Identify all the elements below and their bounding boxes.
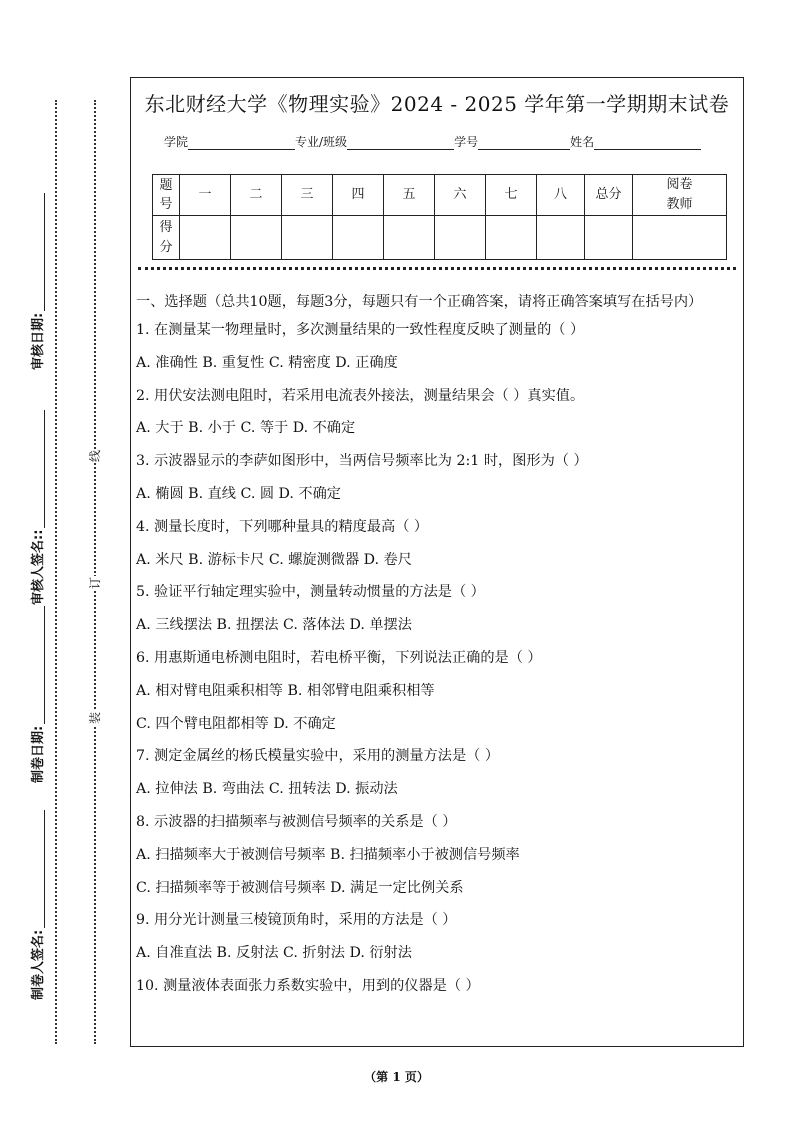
name-field[interactable] xyxy=(594,135,701,150)
grader-header: 阅卷教师 xyxy=(633,175,727,216)
option-line: A. 椭圆 B. 直线 C. 圆 D. 不确定 xyxy=(136,485,341,502)
major-class-field[interactable] xyxy=(347,135,454,150)
grader-cell[interactable] xyxy=(633,216,727,260)
score-cell[interactable] xyxy=(435,216,486,260)
option-line: A. 相对臂电阻乘积相等 B. 相邻臂电阻乘积相等 xyxy=(136,682,435,699)
option-line: A. 自准直法 B. 反射法 C. 折射法 D. 衍射法 xyxy=(136,945,412,962)
question-section xyxy=(136,291,740,1008)
score-row-header: 得分 xyxy=(153,216,180,260)
option-line: A. 扫描频率大于被测信号频率 B. 扫描频率小于被测信号频率 xyxy=(136,846,520,863)
question-number-header: 题号 xyxy=(153,175,180,216)
column-header: 五 xyxy=(384,175,435,216)
score-cell[interactable] xyxy=(180,216,231,260)
option-line: A. 拉伸法 B. 弯曲法 C. 扭转法 D. 振动法 xyxy=(136,781,398,798)
question-line: 9. 用分光计测量三棱镜顶角时，采用的方法是（ ） xyxy=(136,912,457,929)
binding-dotted-line-outer xyxy=(55,100,57,1044)
student-info-row xyxy=(164,133,724,150)
column-header: 四 xyxy=(333,175,384,216)
student-id-label: 学号 xyxy=(454,135,479,149)
column-header: 六 xyxy=(435,175,486,216)
option-line: C. 扫描频率等于被测信号频率 D. 满足一定比例关系 xyxy=(136,879,464,896)
name-label: 姓名 xyxy=(570,135,595,149)
binding-dotted-line-inner xyxy=(94,100,96,1044)
question-line: 4. 测量长度时，下列哪种量具的精度最高（ ） xyxy=(136,518,429,535)
option-line: A. 三线摆法 B. 扭摆法 C. 落体法 D. 单摆法 xyxy=(136,617,412,634)
option-line: A. 米尺 B. 游标卡尺 C. 螺旋测微器 D. 卷尺 xyxy=(136,551,412,568)
score-cell[interactable] xyxy=(486,216,537,260)
cut-mark-line: 线 xyxy=(88,450,102,463)
college-label: 学院 xyxy=(164,135,189,149)
binding-margin xyxy=(0,0,125,1122)
score-cell[interactable] xyxy=(384,216,435,260)
question-line: 1. 在测量某一物理量时，多次测量结果的一致性程度反映了测量的（ ） xyxy=(136,322,585,338)
major-class-label: 专业/班级 xyxy=(295,135,348,149)
question-line: 6. 用惠斯通电桥测电阻时，若电桥平衡，下列说法正确的是（ ） xyxy=(136,649,542,666)
question-line: 7. 测定金属丝的杨氏模量实验中，采用的测量方法是（ ） xyxy=(136,748,500,765)
review-date-label: 审核日期: xyxy=(30,190,48,370)
column-header: 二 xyxy=(231,175,282,216)
score-table xyxy=(152,174,727,260)
student-id-field[interactable] xyxy=(478,135,570,150)
cut-mark-bind: 订 xyxy=(88,577,102,590)
question-line: 2. 用伏安法测电阻时，若采用电流表外接法，测量结果会（ ）真实值。 xyxy=(136,387,585,404)
reviewer-signature-label: 审核人签名:: xyxy=(30,425,48,605)
column-header: 七 xyxy=(486,175,537,216)
score-cell[interactable] xyxy=(231,216,282,260)
dotted-separator xyxy=(138,267,736,270)
cut-mark-fix: 装 xyxy=(88,712,102,725)
exam-title: 东北财经大学《物理实验》2024 - 2025 学年第一学期期末试卷 xyxy=(144,92,730,116)
paper-maker-signature-label: 制卷人签名: xyxy=(30,820,48,1000)
column-header: 八 xyxy=(537,175,585,216)
section-heading: 一、选择题（总共10题，每题3分，每题只有一个正确答案，请将正确答案填写在括号内） xyxy=(136,294,703,310)
column-header: 一 xyxy=(180,175,231,216)
question-line: 5. 验证平行轴定理实验中，测量转动惯量的方法是（ ） xyxy=(136,584,485,601)
question-line: 8. 示波器的扫描频率与被测信号频率的关系是（ ） xyxy=(136,813,457,830)
question-line: 10. 测量液体表面张力系数实验中，用到的仪器是（ ） xyxy=(136,977,480,994)
page-number: （第 1 页） xyxy=(364,1070,429,1084)
exam-frame xyxy=(130,77,744,1047)
column-header: 三 xyxy=(282,175,333,216)
score-cell[interactable] xyxy=(537,216,585,260)
score-cell[interactable] xyxy=(282,216,333,260)
college-field[interactable] xyxy=(188,135,295,150)
paper-date-label: 制卷日期: xyxy=(30,603,48,783)
total-score-header: 总分 xyxy=(585,175,633,216)
score-cell[interactable] xyxy=(333,216,384,260)
option-line: A. 准确性 B. 重复性 C. 精密度 D. 正确度 xyxy=(136,354,398,371)
question-line: 3. 示波器显示的李萨如图形中，当两信号频率比为 2:1 时，图形为（ ） xyxy=(136,453,588,470)
option-line: C. 四个臂电阻都相等 D. 不确定 xyxy=(136,715,336,732)
option-line: A. 大于 B. 小于 C. 等于 D. 不确定 xyxy=(136,420,356,437)
score-cell[interactable] xyxy=(585,216,633,260)
